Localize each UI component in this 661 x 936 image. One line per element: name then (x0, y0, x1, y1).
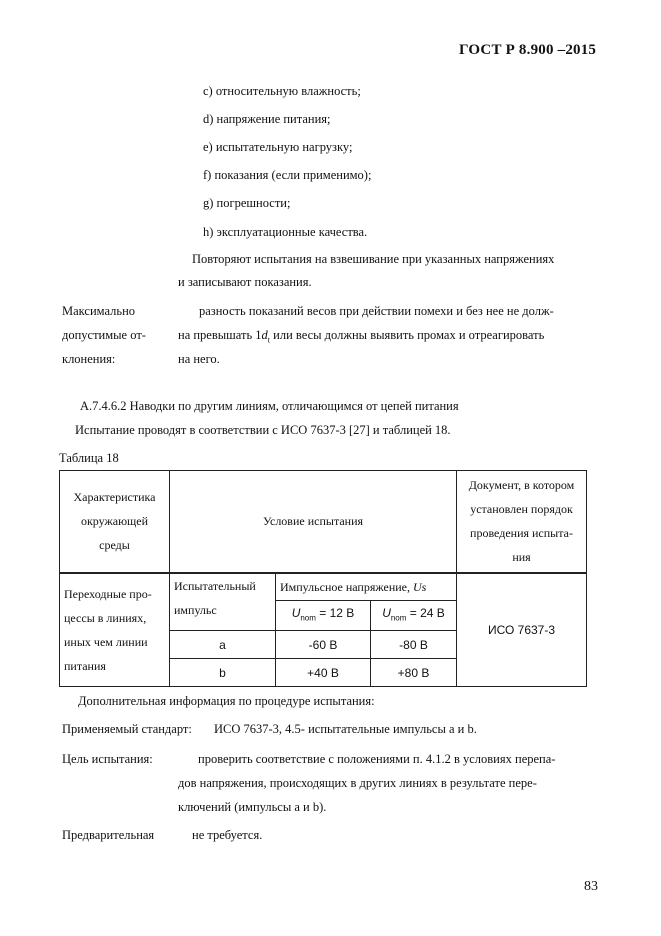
goal-line: проверить соответствие с положениями п. 4.1.2 в условиях перепа- (198, 752, 556, 766)
header-environment: Характеристика окружающей среды (60, 471, 170, 573)
list-item: g) погрешности; (203, 196, 291, 210)
term-label: клонения: (62, 352, 116, 366)
paragraph-line: Повторяют испытания на взвешивание при указанных напряжениях (192, 252, 555, 266)
section-intro: Испытание проводят в соответствии с ИСО 7637-3 [27] и таблицей 18. (75, 423, 451, 437)
list-item: d) напряжение питания; (203, 112, 331, 126)
document-value-cell: ИСО 7637-3 (457, 573, 587, 687)
standard-label: Применяемый стандарт: (62, 722, 192, 736)
pulse-b: b (170, 659, 276, 687)
pulse-a: a (170, 631, 276, 659)
preconditioning-value: не требуется. (192, 828, 263, 842)
paragraph-line: и записывают показания. (178, 275, 312, 289)
extra-info: Дополнительная информация по процедуре испытания: (78, 694, 375, 708)
preconditioning-label: Предварительная (62, 828, 155, 842)
value-b-24: +80 В (371, 659, 457, 687)
test-conditions-table (59, 470, 587, 687)
definition-line: на него. (178, 352, 220, 366)
unom-12-header: $U_{nom} = 12$ В (276, 601, 371, 631)
document-code: ГОСТ Р 8.900 –2015 (459, 42, 597, 58)
pulse-label-cell: Испытательный импульс (170, 573, 276, 631)
value-a-12: -60 В (276, 631, 371, 659)
definition-line: на превышать $1d_t$ или весы должны выявить промах и отреагировать (178, 328, 545, 345)
value-a-24: -80 В (371, 631, 457, 659)
definition-line: разность показаний весов при действии помехи и без нее не долж- (199, 304, 554, 318)
standard-value: ИСО 7637-3, 4.5- испытательные импульсы а и b. (214, 722, 477, 736)
voltage-label-cell: Импульсное напряжение, Us (276, 573, 457, 601)
list-item: h) эксплуатационные качества. (203, 225, 368, 239)
list-item: e) испытательную нагрузку; (203, 140, 353, 154)
term-label: Максимально (62, 304, 136, 318)
term-label: допустимые от- (62, 328, 146, 342)
header-test-condition: Условие испытания (170, 471, 457, 573)
table-caption: Таблица 18 (59, 451, 119, 465)
goal-line: ключений (импульсы а и b). (178, 800, 327, 814)
goal-label: Цель испытания: (62, 752, 153, 766)
section-heading: А.7.4.6.2 Наводки по другим линиям, отличающимся от цепей питания (80, 399, 459, 413)
list-item: f) показания (если применимо); (203, 168, 372, 182)
value-b-12: +40 В (276, 659, 371, 687)
environment-cell: Переходные про- цессы в линиях, иных чем линии питания (60, 573, 170, 687)
unom-24-header: $U_{nom} = 24$ В (371, 601, 457, 631)
header-document: Документ, в котором установлен порядок проведения испыта- ния (457, 471, 587, 573)
goal-line: дов напряжения, происходящих в других линиях в результате пере- (178, 776, 537, 790)
list-item: c) относительную влажность; (203, 84, 361, 98)
page-number: 83 (584, 879, 598, 894)
